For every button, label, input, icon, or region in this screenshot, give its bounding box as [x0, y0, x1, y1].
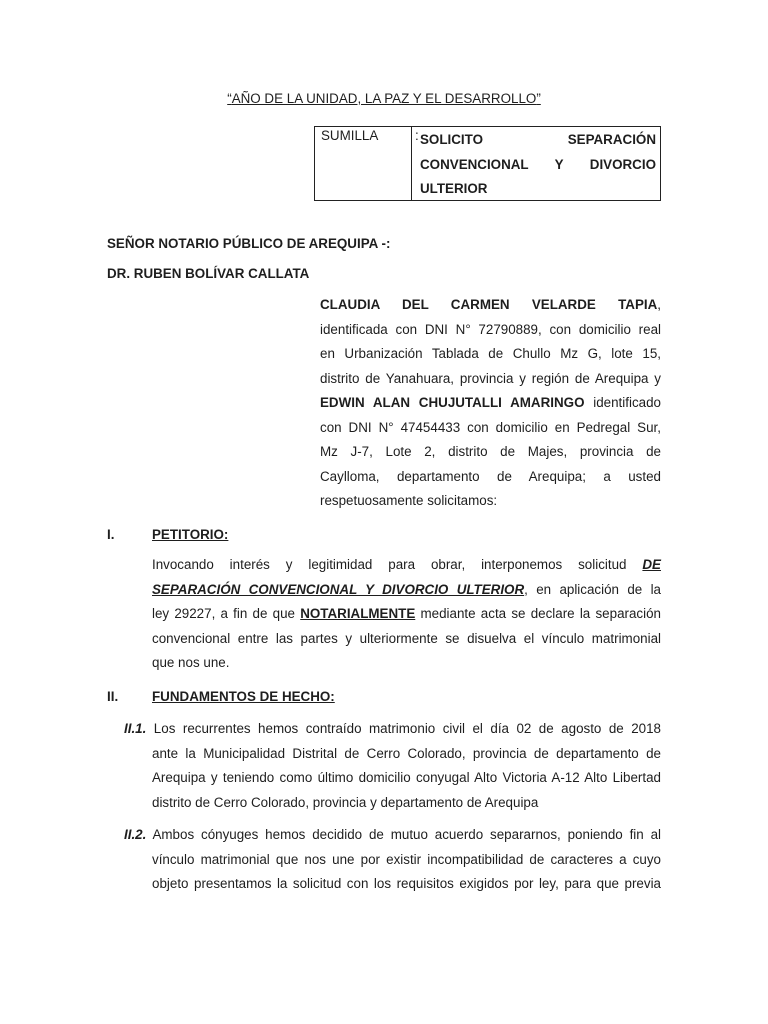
sumilla-line: SOLICITO SEPARACIÓN [420, 132, 656, 147]
petitioner-line: respetuosamente solicitamos: [320, 493, 498, 508]
fact-item-2: II.2. Ambos cónyuges hemos decidido de mutuo acuerdo separarnos, poniendo fin al [124, 827, 661, 842]
fact-number: II.1. [124, 721, 147, 736]
petitioner-line: Caylloma, departamento de Arequipa; a usted [320, 468, 661, 484]
sumilla-text [420, 128, 656, 202]
fact-item-1-body: ante la Municipalidad Distrital de Cerro Colorado, provincia de departamento de Arequipa y teniendo como último domicilio conyugal Alto Victoria A-12 Alto Libertad distrito de Cerro Colorado, provincia y departamento de Arequipa [152, 745, 661, 810]
petitioner-line: identificada con DNI N° 72790889, con domicilio real [320, 321, 661, 337]
petitorio-paragraph: Invocando interés y legitimidad para obrar, interponemos solicitud DE SEPARACIÓN CONVENCIONAL Y DIVORCIO ULTERIOR, en aplicación de la ley 29227, a fin de que NOTARIALMENTE mediante acta se declare la separación convencional entre las partes y ulteriormente se disuelva el vínculo matrimonial que nos une. [152, 557, 661, 670]
fact-number: II.2. [124, 827, 147, 842]
sumilla-colon: : [415, 128, 419, 143]
petitioner-line: Mz J-7, Lote 2, distrito de Majes, provincia de [320, 444, 661, 459]
petitioner-line: con DNI N° 47454433 con domicilio en Pedregal Sur, [320, 419, 661, 435]
petitioner-line: en Urbanización Tablada de Chullo Mz G, lote 15, [320, 346, 661, 361]
fact-item-1: II.1. Los recurrentes hemos contraído matrimonio civil el día 02 de agosto de 2018 [124, 721, 661, 736]
petitioners-block: CLAUDIA DEL CARMEN VELARDE TAPIA, identificada con DNI N° 72790889, con domicilio real en Urbanización Tablada de Chullo Mz G, lote 15, distrito de Yanahuara, provincia y región de Arequipa y EDWIN ALAN CHUJUTALLI AMARINGO identificado con DNI N° 47454433 con domicilio en Pedregal Sur, Mz J-7, Lote 2, distrito de Majes, provincia de Caylloma, departamento de Arequipa; a usted respetuosamente solicitamos: [320, 293, 661, 514]
section-2-number: II. [107, 689, 119, 704]
addressee-line-1: SEÑOR NOTARIO PÚBLICO DE AREQUIPA -: [107, 236, 391, 251]
section-1-heading: PETITORIO: [152, 527, 229, 542]
section-1-number: I. [107, 527, 115, 542]
section-2-heading: FUNDAMENTOS DE HECHO: [152, 689, 335, 704]
year-title: “AÑO DE LA UNIDAD, LA PAZ Y EL DESARROLLO” [227, 91, 541, 106]
sumilla-line: CONVENCIONAL Y DIVORCIO [420, 156, 656, 172]
petitioner-name-1: CLAUDIA DEL CARMEN VELARDE TAPIA [320, 297, 658, 312]
sumilla-line: ULTERIOR [420, 181, 488, 196]
addressee-line-2: DR. RUBEN BOLÍVAR CALLATA [107, 266, 310, 281]
year-title-text: AÑO DE LA UNIDAD, LA PAZ Y EL DESARROLLO [231, 91, 537, 106]
petitioner-line: distrito de Yanahuara, provincia y región de Arequipa y [320, 370, 661, 386]
sumilla-label: SUMILLA [315, 127, 412, 200]
sumilla-box [314, 126, 661, 201]
petitioner-name-2: EDWIN ALAN CHUJUTALLI AMARINGO [320, 395, 585, 410]
fact-item-2-body: vínculo matrimonial que nos une por existir incompatibilidad de caracteres a cuyo objeto presentamos la solicitud con los requisitos exigidos por ley, para que previa [152, 851, 661, 891]
